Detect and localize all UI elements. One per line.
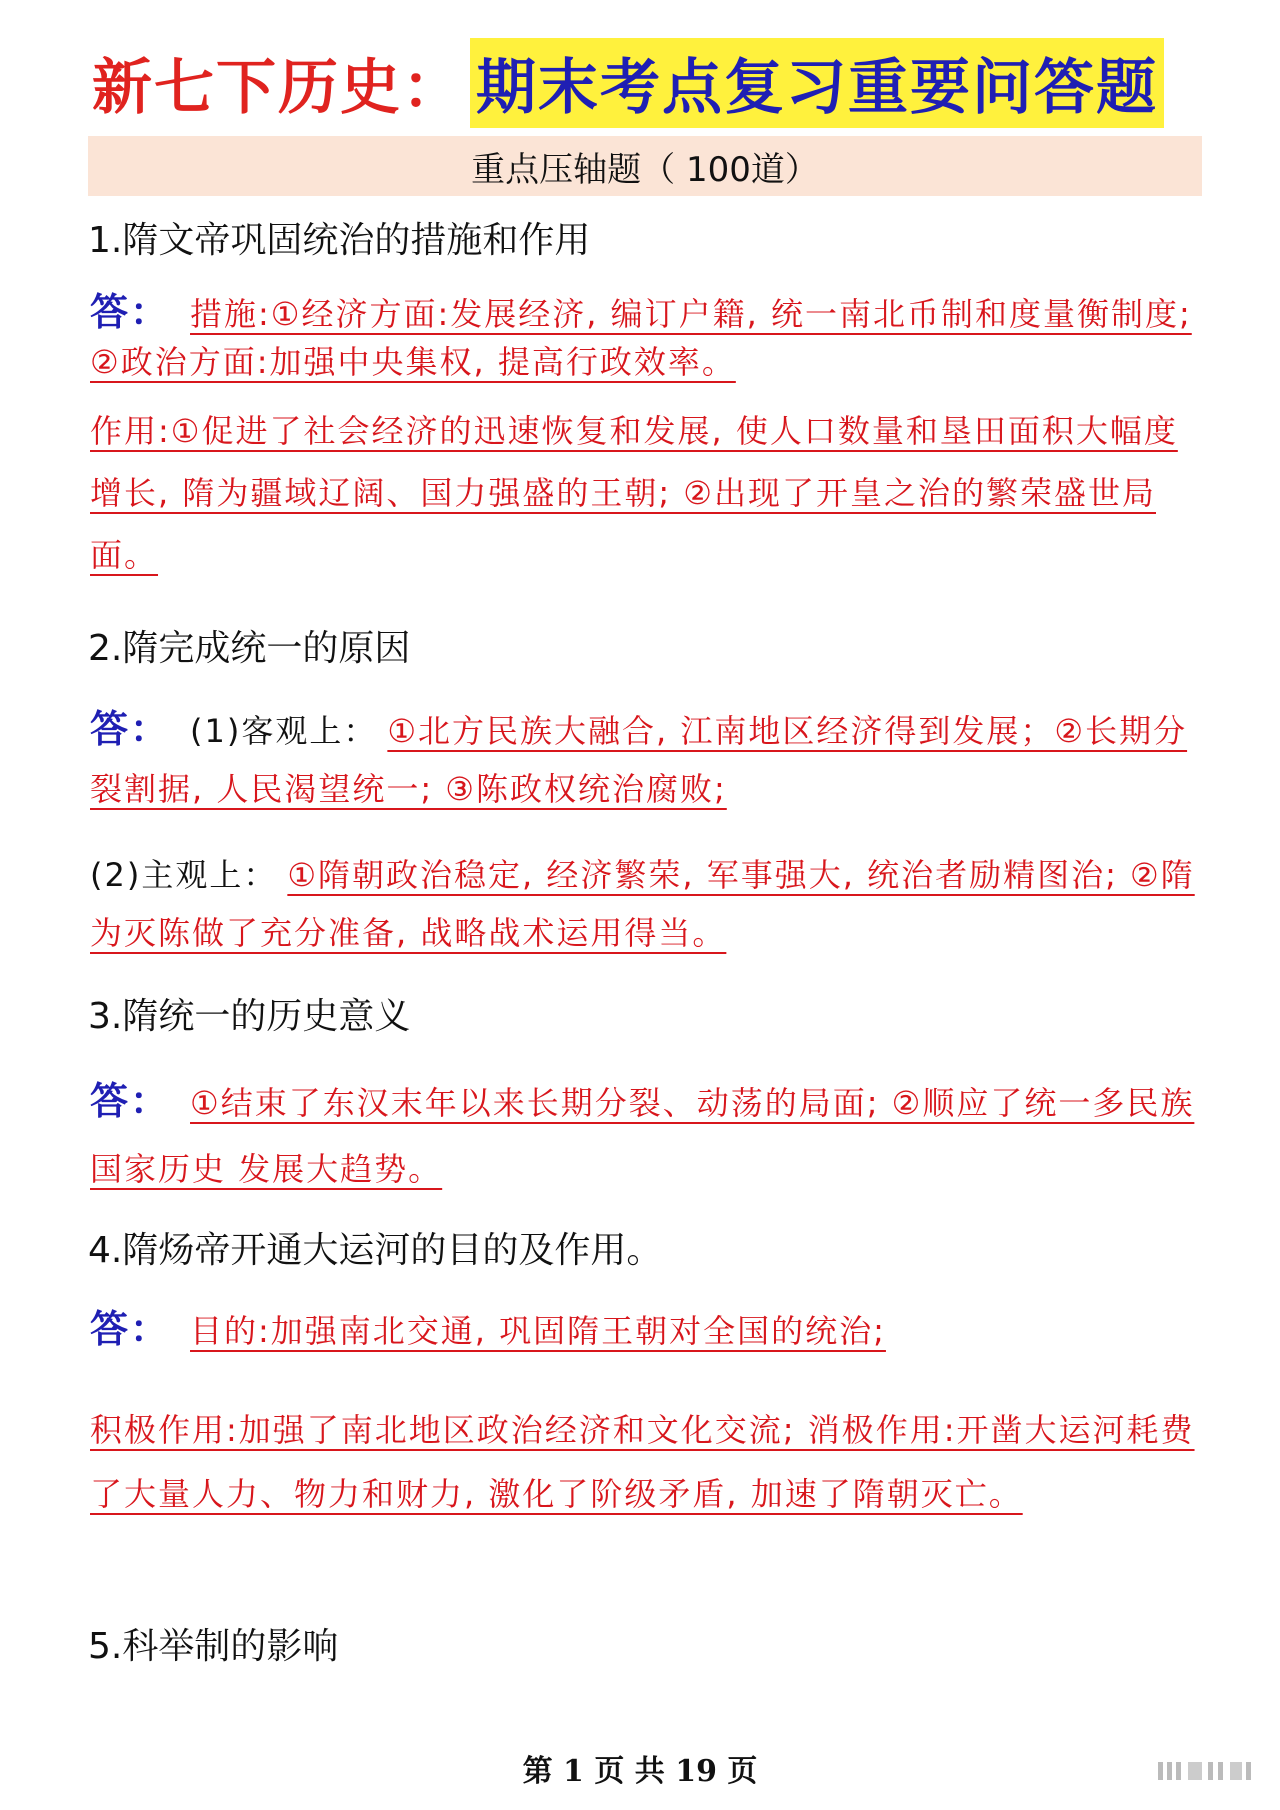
question-4-title: 4.隋炀帝开通大运河的目的及作用。 <box>88 1230 663 1271</box>
question-2-title: 2.隋完成统一的原因 <box>88 628 411 669</box>
title-main-highlight: 期末考点复习重要问答题 <box>470 38 1164 128</box>
question-1-answer-measures <box>90 288 1200 386</box>
objective-label: (1)客观上： <box>190 712 378 750</box>
answer-text: ①结束了东汉末年以来长期分裂、动荡的局面; ②顺应了统一多民族国家历史 发展大趋势。 <box>90 1084 1195 1188</box>
question-1-answer-effects <box>90 400 1200 586</box>
question-2-answer-objective <box>90 700 1200 818</box>
page-number: 第 1 页 共 19 页 <box>522 1754 758 1789</box>
question-3-answer <box>90 1068 1200 1202</box>
subtitle-bar: 重点压轴题（ 100道） <box>88 136 1202 196</box>
answer-text: ①隋朝政治稳定, 经济繁荣, 军事强大, 统治者励精图治; ②隋 为灭陈做了充分准备, 战略战术运用得当。 <box>90 856 1195 952</box>
answer-text: ①北方民族大融合, 江南地区经济得到发展；②长期分裂割据, 人民渴望统一; ③陈政权统治腐败; <box>90 712 1188 808</box>
answer-label: 答： <box>90 707 171 751</box>
page-title <box>92 40 1192 126</box>
question-3-title: 3.隋统一的历史意义 <box>88 996 411 1037</box>
answer-text: 措施:①经济方面:发展经济, 编订户籍, 统一南北币制和度量衡制度; ②政治方面:加强中央集权, 提高行政效率。 <box>90 295 1192 381</box>
question-4-answer-purpose <box>90 1300 1200 1360</box>
question-2-answer-subjective <box>90 846 1200 962</box>
answer-label: 答： <box>90 1307 171 1351</box>
question-1-title: 1.隋文帝巩固统治的措施和作用 <box>88 220 591 261</box>
answer-text: 作用:①促进了社会经济的迅速恢复和发展, 使人口数量和垦田面积大幅度增长, 隋为疆域辽阔、国力强盛的王朝; ②出现了开皇之治的繁荣盛世局面。 <box>90 412 1178 574</box>
question-4-answer-effects <box>90 1398 1200 1526</box>
answer-label: 答： <box>90 290 171 334</box>
subjective-label: (2)主观上： <box>90 856 278 894</box>
watermark-lines-icon <box>1158 1760 1258 1782</box>
answer-label: 答： <box>90 1079 171 1123</box>
question-5-title: 5.科举制的影响 <box>88 1626 339 1667</box>
title-prefix: 新七下历史： <box>92 53 464 123</box>
answer-text: 目的:加强南北交通, 巩固隋王朝对全国的统治; <box>190 1312 886 1350</box>
answer-text: 积极作用:加强了南北地区政治经济和文化交流; 消极作用:开凿大运河耗费 了大量人力、物力和财力, 激化了阶级矛盾, 加速了隋朝灭亡。 <box>90 1411 1195 1513</box>
